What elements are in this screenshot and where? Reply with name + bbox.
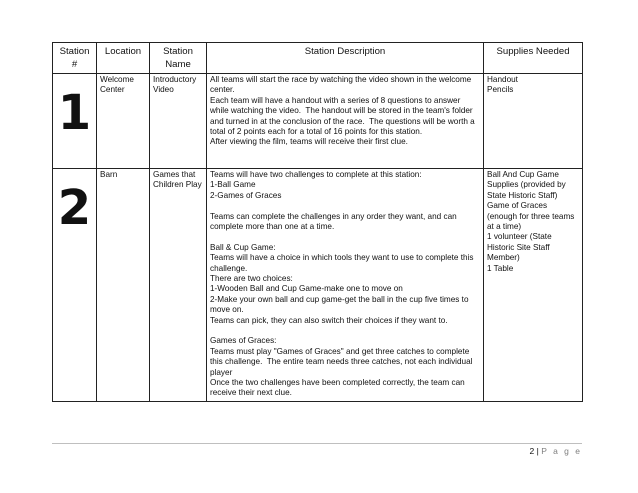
station-name-text: Introductory Video — [153, 75, 197, 95]
description-line: 1-Wooden Ball and Cup Game-make one to move on — [210, 284, 403, 294]
header-supplies-needed: Supplies Needed — [484, 43, 583, 74]
station-name-cell — [150, 74, 207, 169]
location-cell — [97, 74, 150, 169]
description-line: Each team will have a handout with a series of 8 questions to answer while watching the video. The handout will be stored in the team's folder and turned in at the conclusion of the race. The questions will be worth a total of 2 points each for a total of 16 points for this station. — [210, 95, 478, 137]
page-number: 2 — [529, 446, 535, 456]
description-line: After viewing the film, teams will receive their first clue. — [210, 137, 408, 147]
station-number: 2 — [57, 180, 92, 236]
page-label: P a g e — [541, 446, 582, 456]
description-line: 2-Make your own ball and cup game-get the ball in the cup five times to move on. — [210, 294, 471, 315]
station-number: 1 — [57, 85, 92, 141]
supply-item: 1 volunteer (State Historic Site Staff Member) — [487, 232, 554, 263]
description-line — [210, 232, 480, 242]
station-number-cell — [53, 74, 97, 169]
description-line: Teams can complete the challenges in any order they want, and can complete more than one at a time. — [210, 211, 459, 232]
description-line — [210, 201, 480, 211]
footer-separator: | — [536, 446, 539, 456]
stations-table — [52, 42, 583, 402]
supply-item: Handout — [487, 75, 518, 84]
supplies-cell — [484, 169, 583, 402]
description-line: There are two choices: — [210, 274, 293, 284]
description-line: 1-Ball Game — [210, 180, 256, 190]
supply-item: Game of Graces (enough for three teams at a time) — [487, 201, 577, 232]
document-page — [52, 42, 582, 402]
page-footer — [52, 443, 582, 456]
description-line: All teams will start the race by watching the video shown in the welcome center. — [210, 75, 474, 95]
table-header-row — [53, 43, 583, 74]
station-name-cell — [150, 169, 207, 402]
description-cell — [207, 74, 484, 169]
header-station-description: Station Description — [207, 43, 484, 74]
description-cell — [207, 169, 484, 402]
description-line: Teams can pick, they can also switch their choices if they want to. — [210, 315, 448, 325]
description-line: Teams must play "Games of Graces" and get three catches to complete this challenge. The entire team needs three catches, not each individual player — [210, 346, 475, 377]
header-station-number: Station # — [53, 43, 97, 74]
description-line: Once the two challenges have been completed correctly, the team can receive their next clue. — [210, 378, 467, 398]
description-line: Games of Graces: — [210, 336, 277, 346]
description-line — [210, 326, 480, 336]
location-text: Barn — [100, 170, 118, 179]
description-line: Teams will have a choice in which tools they want to use to complete this challenge. — [210, 253, 476, 273]
location-text: Welcome Center — [100, 75, 134, 95]
station-name-text: Games that Children Play — [153, 170, 202, 190]
supply-item: Ball And Cup Game Supplies (provided by State Historic Staff) — [487, 170, 569, 200]
location-cell — [97, 169, 150, 402]
description-line: Ball & Cup Game: — [210, 242, 276, 252]
supplies-cell — [484, 74, 583, 169]
header-location: Location — [97, 43, 150, 74]
table-row — [53, 74, 583, 169]
description-line: Teams will have two challenges to complete at this station: — [210, 170, 422, 179]
table-row — [53, 169, 583, 402]
header-station-name: Station Name — [150, 43, 207, 74]
supply-item: 1 Table — [487, 263, 514, 273]
description-line: 2-Games of Graces — [210, 190, 282, 200]
station-number-cell — [53, 169, 97, 402]
supply-item: Pencils — [487, 85, 514, 95]
